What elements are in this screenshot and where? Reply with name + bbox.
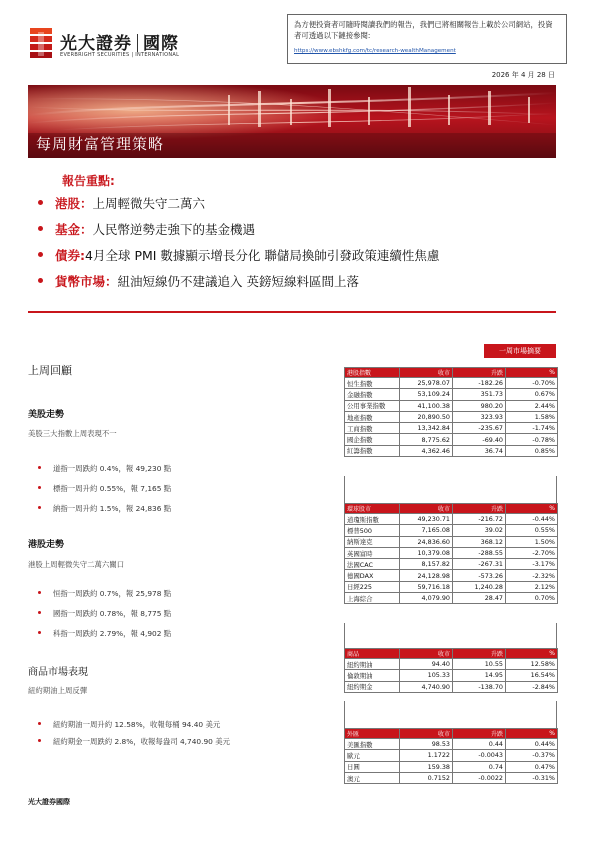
- table-cell: 2.12%: [506, 581, 558, 592]
- table-cell: 德國DAX: [345, 570, 400, 581]
- table-cell: 日圓: [345, 761, 400, 772]
- table-cell: 0.74: [453, 761, 506, 772]
- table-cell: -573.26: [453, 570, 506, 581]
- table-row: [345, 681, 558, 692]
- table-cell: 道瓊斯指數: [345, 514, 400, 525]
- table-header-row: [345, 729, 558, 739]
- report-date: 2026 年 4 月 28 日: [491, 71, 555, 79]
- list-item: 道指一周跌約 0.4%，報 49,230 點: [38, 463, 171, 483]
- bullet-icon: [38, 739, 41, 742]
- table-spacer: [344, 476, 557, 503]
- table-row: [345, 581, 558, 592]
- column-header: %: [506, 729, 558, 739]
- table-header-row: [345, 368, 558, 378]
- global-stocks-table: [344, 503, 558, 604]
- table-cell: 351.73: [453, 389, 506, 400]
- list-item: 國指一周跌約 0.78%，報 8,775 點: [38, 608, 171, 628]
- highlights-heading: 報告重點:: [62, 174, 115, 188]
- table-cell: -216.72: [453, 514, 506, 525]
- column-header: 港股指數: [345, 368, 400, 378]
- table-cell: 24,128.98: [400, 570, 453, 581]
- table-cell: -182.26: [453, 378, 506, 389]
- table-cell: 12.58%: [506, 659, 558, 670]
- bullet-icon: [38, 722, 41, 725]
- table-cell: 16.54%: [506, 670, 558, 681]
- table-cell: 恒生指數: [345, 378, 400, 389]
- table-row: [345, 750, 558, 761]
- table-cell: 美匯指數: [345, 739, 400, 750]
- column-header: 環球股市: [345, 504, 400, 514]
- table-cell: -0.31%: [506, 772, 558, 783]
- table-row: [345, 423, 558, 434]
- table-cell: 4,079.90: [400, 593, 453, 604]
- table-cell: 英國富時: [345, 547, 400, 558]
- commodity-title: 商品市場表現: [28, 667, 88, 678]
- table-cell: 倫敦期油: [345, 670, 400, 681]
- column-header: 升跌: [453, 368, 506, 378]
- table-cell: -2.84%: [506, 681, 558, 692]
- highlight-item: 港股：上周輕微失守二萬六: [38, 196, 439, 222]
- logo-mark-icon: [30, 28, 52, 58]
- table-cell: 8,775.62: [400, 434, 453, 445]
- table-cell: 59,716.18: [400, 581, 453, 592]
- table-cell: -0.44%: [506, 514, 558, 525]
- table-cell: 0.67%: [506, 389, 558, 400]
- column-header: 升跌: [453, 649, 506, 659]
- table-cell: 納斯達克: [345, 536, 400, 547]
- table-cell: -267.31: [453, 559, 506, 570]
- table-cell: 53,109.24: [400, 389, 453, 400]
- table-row: [345, 570, 558, 581]
- table-cell: 105.33: [400, 670, 453, 681]
- column-header: 收市: [400, 504, 453, 514]
- table-cell: 28.47: [453, 593, 506, 604]
- table-cell: 1.1722: [400, 750, 453, 761]
- table-cell: 7,165.08: [400, 525, 453, 536]
- table-cell: 金融指數: [345, 389, 400, 400]
- table-cell: 國企指數: [345, 434, 400, 445]
- table-cell: -69.40: [453, 434, 506, 445]
- table-row: [345, 559, 558, 570]
- table-row: [345, 411, 558, 422]
- table-cell: 0.44%: [506, 739, 558, 750]
- table-cell: 49,230.71: [400, 514, 453, 525]
- review-title: 上周回顧: [28, 364, 72, 377]
- table-cell: 1.50%: [506, 536, 558, 547]
- us-stocks-title: 美股走勢: [28, 410, 65, 420]
- table-cell: -0.37%: [506, 750, 558, 761]
- research-link[interactable]: https://www.ebshkfg.com/tc/research-wealthManagement: [294, 48, 456, 54]
- table-cell: 1,240.28: [453, 581, 506, 592]
- table-cell: 1.58%: [506, 411, 558, 422]
- table-cell: -0.0022: [453, 772, 506, 783]
- bullet-icon: [38, 200, 43, 205]
- table-row: [345, 536, 558, 547]
- table-row: [345, 761, 558, 772]
- bullet-icon: [38, 466, 41, 469]
- list-item: 納指一周升約 1.5%，報 24,836 點: [38, 503, 171, 523]
- table-cell: 0.44: [453, 739, 506, 750]
- table-row: [345, 670, 558, 681]
- column-header: %: [506, 649, 558, 659]
- list-item: 紐約期金一周跌約 2.8%，收報每盎司 4,740.90 美元: [38, 736, 230, 753]
- column-header: 收市: [400, 649, 453, 659]
- table-cell: 工商指數: [345, 423, 400, 434]
- bullet-icon: [38, 486, 41, 489]
- table-cell: 4,362.46: [400, 445, 453, 456]
- bullet-icon: [38, 611, 41, 614]
- table-cell: 澳元: [345, 772, 400, 783]
- table-cell: -0.70%: [506, 378, 558, 389]
- table-row: [345, 434, 558, 445]
- table-cell: 0.70%: [506, 593, 558, 604]
- table-cell: 紐約期金: [345, 681, 400, 692]
- list-item: 恒指一周跌約 0.7%，報 25,978 點: [38, 588, 171, 608]
- table-header-row: [345, 504, 558, 514]
- table-row: [345, 389, 558, 400]
- section-divider: [28, 311, 556, 313]
- logo-chinese-name: 光大證券 國際: [60, 34, 179, 54]
- column-header: 商品: [345, 649, 400, 659]
- table-cell: 法國CAC: [345, 559, 400, 570]
- list-item: 紐約期油一周升約 12.58%，收報每桶 94.40 美元: [38, 719, 230, 736]
- table-row: [345, 772, 558, 783]
- table-cell: 14.95: [453, 670, 506, 681]
- table-cell: -288.55: [453, 547, 506, 558]
- table-cell: 地產指數: [345, 411, 400, 422]
- table-row: [345, 525, 558, 536]
- us-stocks-list: [38, 463, 171, 523]
- list-item: 標指一周升約 0.55%，報 7,165 點: [38, 483, 171, 503]
- fx-table: [344, 728, 558, 784]
- table-cell: 10.55: [453, 659, 506, 670]
- table-cell: -2.32%: [506, 570, 558, 581]
- table-row: [345, 739, 558, 750]
- highlight-item: 債券:4月全球 PMI 數據顯示增長分化 聯儲局換帥引發政策連續性焦慮: [38, 248, 439, 274]
- table-cell: -0.78%: [506, 434, 558, 445]
- table-row: [345, 547, 558, 558]
- column-header: 收市: [400, 729, 453, 739]
- banner-title: 每周財富管理策略: [36, 135, 165, 153]
- table-cell: 368.12: [453, 536, 506, 547]
- bullet-icon: [38, 226, 43, 231]
- column-header: 外匯: [345, 729, 400, 739]
- table-row: [345, 593, 558, 604]
- table-cell: 98.53: [400, 739, 453, 750]
- report-notice-box: [287, 14, 567, 64]
- table-cell: 39.02: [453, 525, 506, 536]
- highlight-item: 基金：人民幣逆勢走強下的基金機遇: [38, 222, 439, 248]
- table-cell: -138.70: [453, 681, 506, 692]
- highlights-list: [38, 196, 439, 300]
- table-cell: 980.20: [453, 400, 506, 411]
- table-cell: 上海綜合: [345, 593, 400, 604]
- column-header: 升跌: [453, 729, 506, 739]
- bullet-icon: [38, 278, 43, 283]
- table-header-row: [345, 649, 558, 659]
- table-cell: 紅籌指數: [345, 445, 400, 456]
- table-cell: -1.74%: [506, 423, 558, 434]
- hk-index-table: [344, 367, 558, 457]
- bullet-icon: [38, 506, 41, 509]
- table-cell: 0.7152: [400, 772, 453, 783]
- us-stocks-desc: 美股三大指數上周表現不一: [28, 429, 117, 438]
- table-cell: 標普500: [345, 525, 400, 536]
- table-row: [345, 514, 558, 525]
- column-header: %: [506, 368, 558, 378]
- hk-stocks-title: 港股走勢: [28, 540, 65, 550]
- title-banner: [28, 85, 556, 158]
- table-spacer: [344, 623, 557, 648]
- table-cell: -235.67: [453, 423, 506, 434]
- company-logo: [30, 28, 220, 64]
- table-cell: 4,740.90: [400, 681, 453, 692]
- table-cell: 24,836.60: [400, 536, 453, 547]
- bullet-icon: [38, 631, 41, 634]
- commodity-desc: 紐約期油上周反彈: [28, 686, 88, 695]
- table-row: [345, 659, 558, 670]
- table-cell: 日經225: [345, 581, 400, 592]
- table-cell: 0.47%: [506, 761, 558, 772]
- hk-stocks-desc: 港股上周輕微失守二萬六關口: [28, 560, 125, 569]
- table-cell: -0.0043: [453, 750, 506, 761]
- notice-text: 為方便投資者可隨時閱讀我們的報告，我們已將相關報告上載於公司網站，投資者可透過以下鏈接參閱:: [294, 20, 553, 40]
- table-cell: 0.85%: [506, 445, 558, 456]
- table-row: [345, 445, 558, 456]
- table-cell: -2.70%: [506, 547, 558, 558]
- weekly-market-summary-badge: 一周市場摘要: [484, 344, 556, 358]
- table-cell: 323.93: [453, 411, 506, 422]
- table-cell: 8,157.82: [400, 559, 453, 570]
- table-cell: 歐元: [345, 750, 400, 761]
- table-cell: 紐約期油: [345, 659, 400, 670]
- hk-stocks-list: [38, 588, 171, 648]
- table-cell: 10,379.08: [400, 547, 453, 558]
- table-cell: 36.74: [453, 445, 506, 456]
- bullet-icon: [38, 591, 41, 594]
- highlight-item: 貨幣市場：紐油短線仍不建議追入 英鎊短線料區間上落: [38, 274, 439, 300]
- table-row: [345, 378, 558, 389]
- column-header: 收市: [400, 368, 453, 378]
- table-cell: 41,100.38: [400, 400, 453, 411]
- table-cell: 0.55%: [506, 525, 558, 536]
- table-cell: 2.44%: [506, 400, 558, 411]
- table-row: [345, 400, 558, 411]
- table-cell: 94.40: [400, 659, 453, 670]
- table-cell: 20,890.50: [400, 411, 453, 422]
- table-spacer: [344, 701, 557, 728]
- table-cell: 159.38: [400, 761, 453, 772]
- column-header: 升跌: [453, 504, 506, 514]
- table-cell: -3.17%: [506, 559, 558, 570]
- commodities-table: [344, 648, 558, 693]
- column-header: %: [506, 504, 558, 514]
- logo-english-name: EVERBRIGHT SECURITIES | INTERNATIONAL: [60, 52, 180, 58]
- commodity-list: [38, 719, 230, 753]
- list-item: 科指一周跌約 2.79%，報 4,902 點: [38, 628, 171, 648]
- bullet-icon: [38, 252, 43, 257]
- footer-company-name: 光大證券國際: [28, 798, 70, 806]
- table-cell: 公用事業指數: [345, 400, 400, 411]
- table-cell: 25,978.07: [400, 378, 453, 389]
- table-cell: 13,342.84: [400, 423, 453, 434]
